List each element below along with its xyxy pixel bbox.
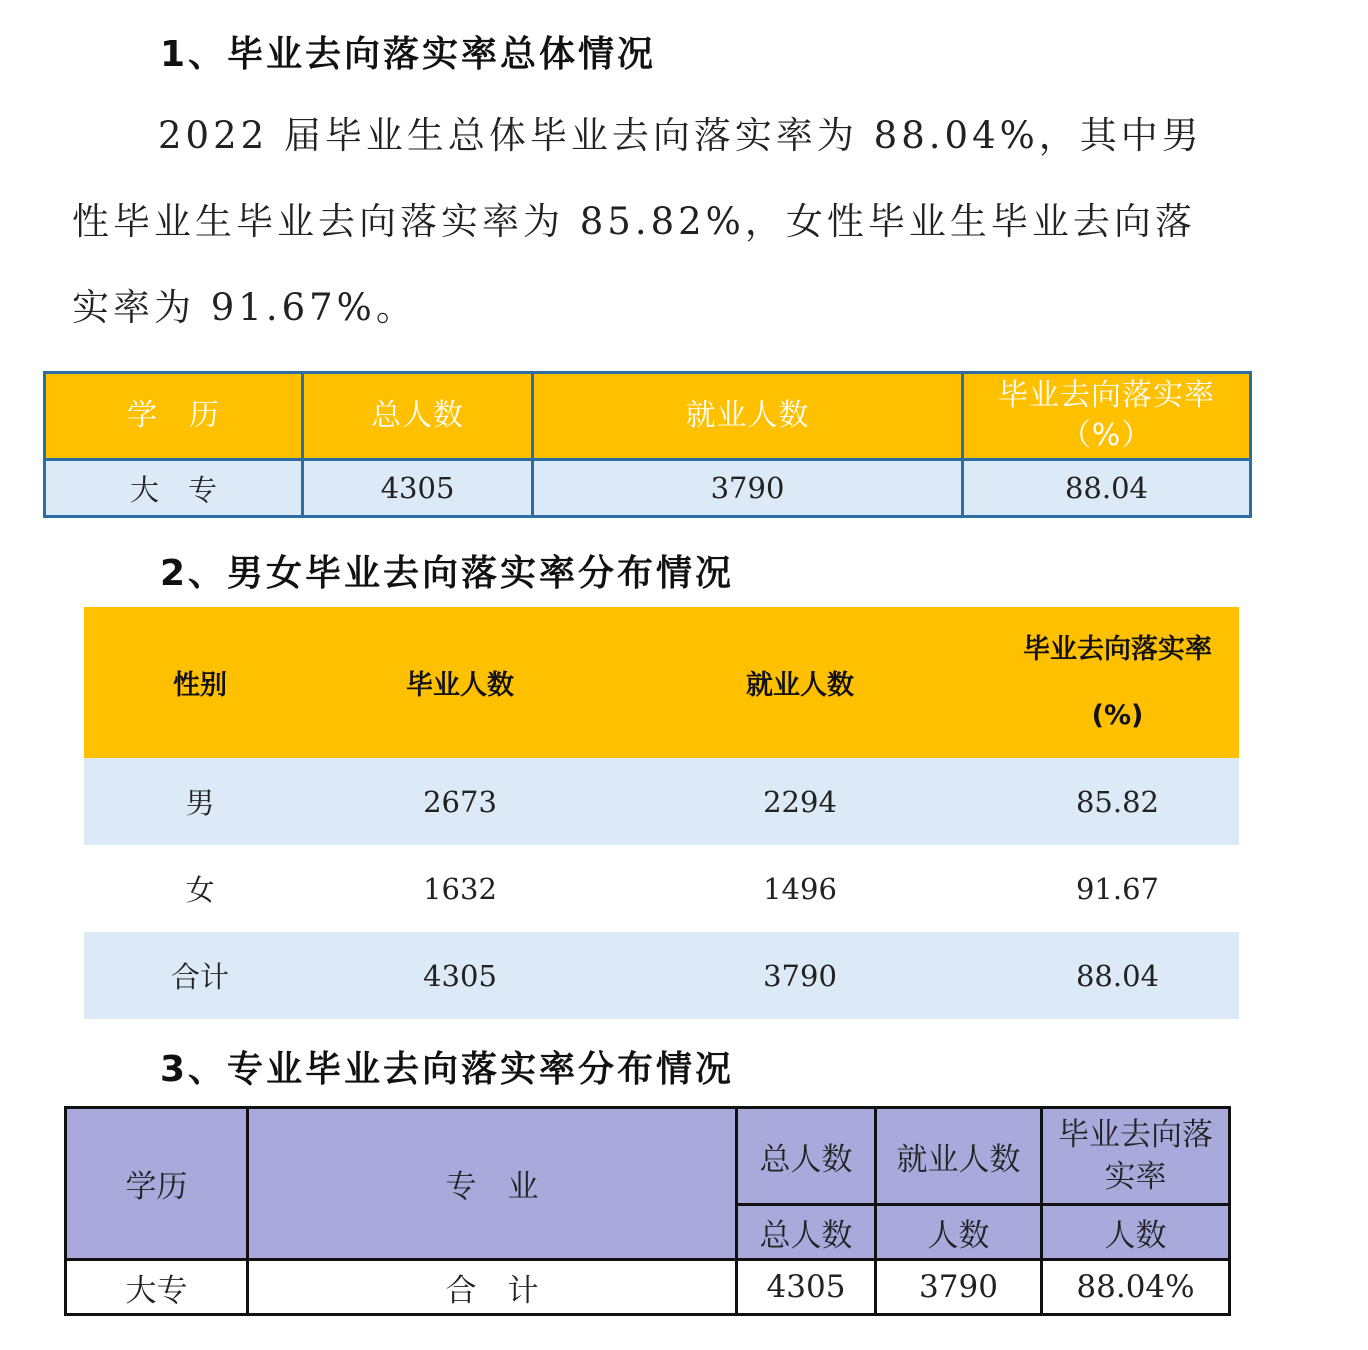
header-rate-line-1: 毕业去向落 [1058,1117,1213,1153]
cell-rate: 85.82 [996,758,1239,845]
cell-employed: 2294 [604,758,996,845]
header-employed: 就业人数 [876,1108,1042,1205]
cell-rate: 88.04 [996,932,1239,1019]
section-2-heading: 2、男女毕业去向落实率分布情况 [160,553,735,594]
cell-education: 大 专 [45,460,303,517]
section-3-heading: 3、专业毕业去向落实率分布情况 [160,1049,735,1090]
header-rate-line-2: 实率 [1104,1159,1167,1195]
header-employed: 就业人数 [533,373,963,460]
cell-employed: 3790 [533,460,963,517]
header-education: 学 历 [45,373,303,460]
overall-rate-table [43,371,1252,518]
table-row [66,1260,1230,1315]
table-row [45,460,1251,517]
subheader-rate: 人数 [1042,1205,1230,1260]
header-graduates: 毕业人数 [316,607,604,758]
cell-gender: 合计 [84,932,316,1019]
table-row [84,758,1239,845]
summary-paragraph-line-3: 实率为 91.67%。 [72,286,417,329]
table-header-row [66,1108,1230,1205]
cell-education: 大专 [66,1260,248,1315]
cell-total: 4305 [303,460,533,517]
cell-rate: 88.04% [1042,1260,1230,1315]
cell-employed: 1496 [604,845,996,932]
cell-rate: 91.67 [996,845,1239,932]
cell-gender: 男 [84,758,316,845]
major-rate-table [64,1106,1231,1316]
table-row [84,932,1239,1019]
cell-gender: 女 [84,845,316,932]
cell-graduates: 4305 [316,932,604,1019]
cell-graduates: 1632 [316,845,604,932]
header-rate-unit: （%） [1060,418,1153,453]
cell-employed: 3790 [876,1260,1042,1315]
gender-rate-table [84,607,1239,1019]
cell-major: 合 计 [248,1260,737,1315]
cell-employed: 3790 [604,932,996,1019]
header-total: 总人数 [303,373,533,460]
header-rate [996,607,1239,758]
header-rate-label: 毕业去向落实率 [998,378,1215,413]
summary-paragraph-line-2: 性毕业生毕业去向落实率为 85.82%，女性毕业生毕业去向落 [72,200,1196,243]
header-rate [963,373,1251,460]
header-education: 学历 [66,1108,248,1260]
header-rate-unit: (%) [1091,699,1144,731]
header-total: 总人数 [737,1108,876,1205]
cell-total: 4305 [737,1260,876,1315]
header-major: 专 业 [248,1108,737,1260]
cell-graduates: 2673 [316,758,604,845]
subheader-total: 总人数 [737,1205,876,1260]
cell-rate: 88.04 [963,460,1251,517]
summary-paragraph-line-1: 2022 届毕业生总体毕业去向落实率为 88.04%，其中男 [158,114,1203,157]
header-rate [1042,1108,1230,1205]
header-rate-label: 毕业去向落实率 [1023,633,1212,665]
section-1-heading: 1、毕业去向落实率总体情况 [160,34,657,75]
header-gender: 性别 [84,607,316,758]
table-row [84,845,1239,932]
table-header-row [84,607,1239,758]
header-employed: 就业人数 [604,607,996,758]
subheader-employed: 人数 [876,1205,1042,1260]
table-header-row [45,373,1251,460]
